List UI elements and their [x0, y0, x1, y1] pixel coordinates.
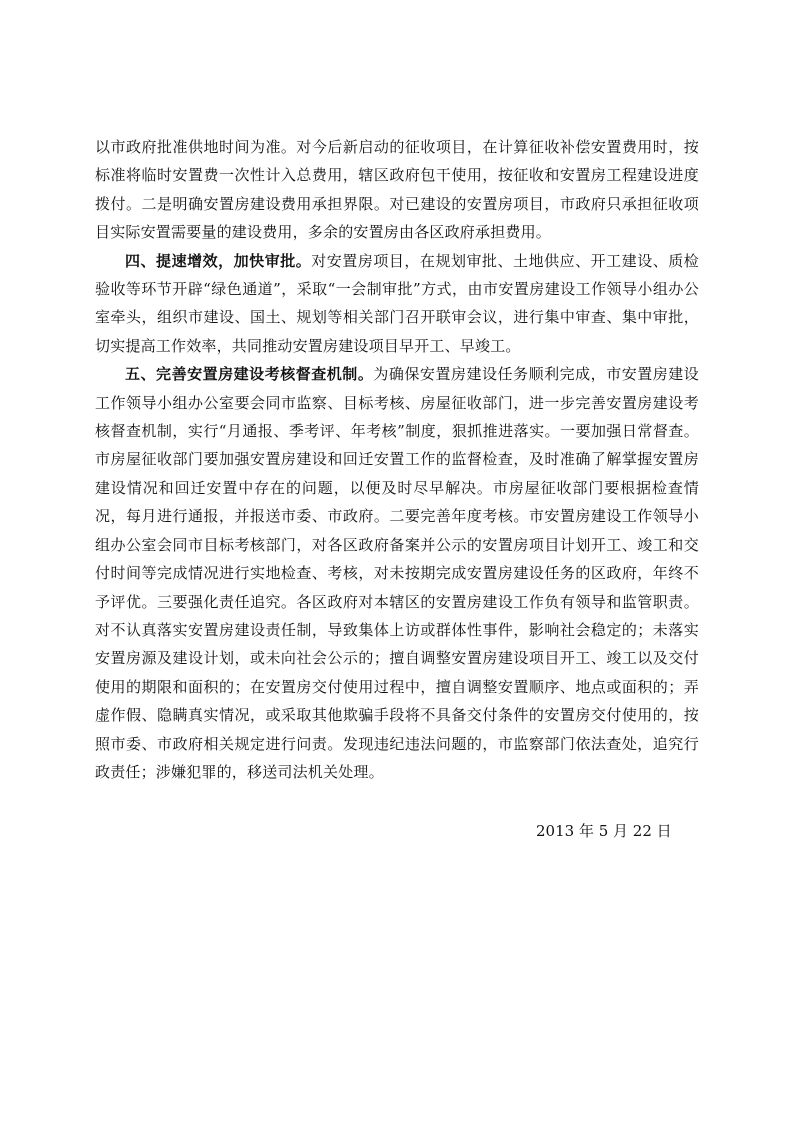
section-4-heading: 四、提速增效，加快审批。 [125, 251, 312, 270]
document-date: 2013 年 5 月 22 日 [536, 822, 672, 840]
section-5-body: 为确保安置房建设任务顺利完成，市安置房建设工作领导小组办公室要会同市监察、目标考核、房屋征收部门，进一步完善安置房建设考核督查机制，实行“月通报、季考评、年考核”制度，狠抓推进落实。一要加强日常督查。市房屋征收部门要加强安置房建设和回迁安置工作的监督检查，及时准确了解掌握安置房建设情况和回迁安置中存在的问题，以便及时尽早解决。市房屋征收部门要根据检查情况，每月进行通报，并报送市委、市政府。二要完善年度考核。市安置房建设工作领导小组办公室会同市目标考核部门，对各区政府备案并公示的安置房项目计划开工、竣工和交付时间等完成情况进行实地检查、考核，对未按期完成安置房建设任务的区政府，年终不予评优。三要强化责任追究。各区政府对本辖区的安置房建设工作负有领导和监管职责。对不认真落实安置房建设责任制，导致集体上访或群体性事件，影响社会稳定的；未落实安置房源及建设计划，或未向社会公示的；擅自调整安置房建设项目开工、竣工以及交付使用的期限和面积的；在安置房交付使用过程中，擅自调整安置顺序、地点或面积的；弄虚作假、隐瞒真实情况，或采取其他欺骗手段将不具备交付条件的安置房交付使用的，按照市委、市政府相关规定进行问责。发现违纪违法问题的，市监察部门依法查处，追究行政责任；涉嫌犯罪的，移送司法机关处理。 [95, 365, 700, 781]
section-5-heading: 五、完善安置房建设考核督查机制。 [125, 365, 374, 384]
paragraph-continuation: 以市政府批准供地时间为准。对今后新启动的征收项目，在计算征收补偿安置费用时，按标准将临时安置费一次性计入总费用，辖区政府包干使用，按征收和安置房工程建设进度拨付。二是明确安置房建设费用承担界限。对已建设的安置房项目，市政府只承担征收项目实际安置需要量的建设费用，多余的安置房由各区政府承担费用。 [95, 138, 699, 242]
paragraph-section-4 [95, 247, 699, 361]
document-body [95, 133, 699, 786]
paragraph-section-5 [95, 360, 699, 786]
section-4-body: 对安置房项目，在规划审批、土地供应、开工建设、质检验收等环节开辟“绿色通道”，采取“一会制审批”方式，由市安置房建设工作领导小组办公室牵头，组织市建设、国土、规划等相关部门召开联审会议，进行集中审查、集中审批，切实提高工作效率，共同推动安置房建设项目早开工、早竣工。 [95, 251, 699, 355]
